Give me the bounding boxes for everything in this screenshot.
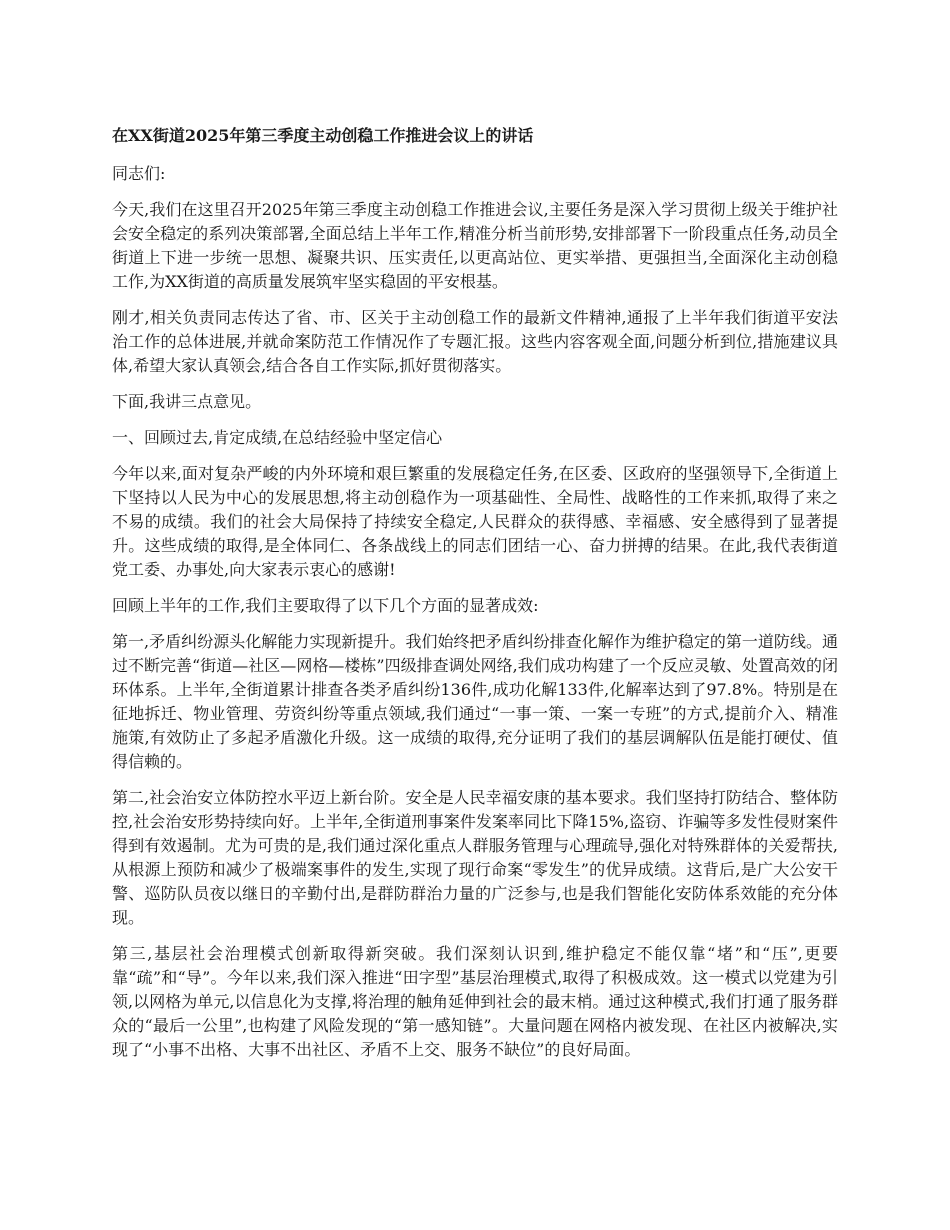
document-title: 在XX街道2025年第三季度主动创稳工作推进会议上的讲话 — [112, 126, 534, 145]
paragraph-opening: 今天,我们在这里召开2025年第三季度主动创稳工作推进会议,主要任务是深入学习贯彻上级关于维护社会安全稳定的系列决策部署,全面总结上半年工作,精准分析当前形势,安排部署下一阶段重点任务,动员全街道上下进一步统一思想、凝聚共识、压实责任,以更高站位、更实举措、更强担当,全面深化主动创稳工作,为XX街道的高质量发展筑牢坚实稳固的平安根基。 — [112, 200, 838, 291]
paragraph-point-third: 第三,基层社会治理模式创新取得新突破。我们深刻认识到,维护稳定不能仅靠“堵”和“压”,更要靠“疏”和“导”。今年以来,我们深入推进“田字型”基层治理模式,取得了积极成效。这一模式以党建为引领,以网格为单元,以信息化为支撑,将治理的触角延伸到社会的最末梢。通过这种模式,我们打通了服务群众的“最后一公里”,也构建了风险发现的“第一感知链”。大量问题在网格内被发现、在社区内被解决,实现了“小事不出格、大事不出社区、矛盾不上交、服务不缺位”的良好局面。 — [112, 944, 838, 1059]
section-heading-one: 一、回顾过去,肯定成绩,在总结经验中坚定信心 — [112, 428, 443, 447]
paragraph-point-first: 第一,矛盾纠纷源头化解能力实现新提升。我们始终把矛盾纠纷排查化解作为维护稳定的第一道防线。通过不断完善“街道—社区—网格—楼栋”四级排查调处网络,我们成功构建了一个反应灵敏、处置高效的闭环体系。上半年,全街道累计排查各类矛盾纠纷136件,成功化解133件,化解率达到了97.8%。特别是在征地拆迁、物业管理、劳资纠纷等重点领域,我们通过“一事一策、一案一专班”的方式,提前介入、精准施策,有效防止了多起矛盾激化升级。这一成绩的取得,充分证明了我们的基层调解队伍是能打硬仗、值得信赖的。 — [112, 632, 838, 771]
paragraph-achievements: 今年以来,面对复杂严峻的内外环境和艰巨繁重的发展稳定任务,在区委、区政府的坚强领导下,全街道上下坚持以人民为中心的发展思想,将主动创稳作为一项基础性、全局性、战略性的工作来抓,取得了来之不易的成绩。我们的社会大局保持了持续安全稳定,人民群众的获得感、幸福感、安全感得到了显著提升。这些成绩的取得,是全体同仁、各条战线上的同志们团结一心、奋力拼搏的结果。在此,我代表街道党工委、办事处,向大家表示衷心的感谢! — [112, 464, 838, 579]
paragraph-briefing: 刚才,相关负责同志传达了省、市、区关于主动创稳工作的最新文件精神,通报了上半年我们街道平安法治工作的总体进展,并就命案防范工作情况作了专题汇报。这些内容客观全面,问题分析到位,措施建议具体,希望大家认真领会,结合各自工作实际,抓好贯彻落实。 — [112, 308, 838, 375]
paragraph-intro-points: 下面,我讲三点意见。 — [112, 392, 262, 411]
paragraph-point-second: 第二,社会治安立体防控水平迈上新台阶。安全是人民幸福安康的基本要求。我们坚持打防结合、整体防控,社会治安形势持续向好。上半年,全街道刑事案件发案率同比下降15%,盗窃、诈骗等多发性侵财案件得到有效遏制。尤为可贵的是,我们通过深化重点人群服务管理与心理疏导,强化对特殊群体的关爱帮扶,从根源上预防和减少了极端案事件的发生,实现了现行命案“零发生”的优异成绩。这背后,是广大公安干警、巡防队员夜以继日的辛勤付出,是群防群治力量的广泛参与,也是我们智能化安防体系效能的充分体现。 — [112, 788, 838, 927]
paragraph-review-intro: 回顾上半年的工作,我们主要取得了以下几个方面的显著成效: — [112, 596, 539, 615]
document-page — [112, 124, 838, 1074]
salutation: 同志们: — [112, 164, 166, 183]
